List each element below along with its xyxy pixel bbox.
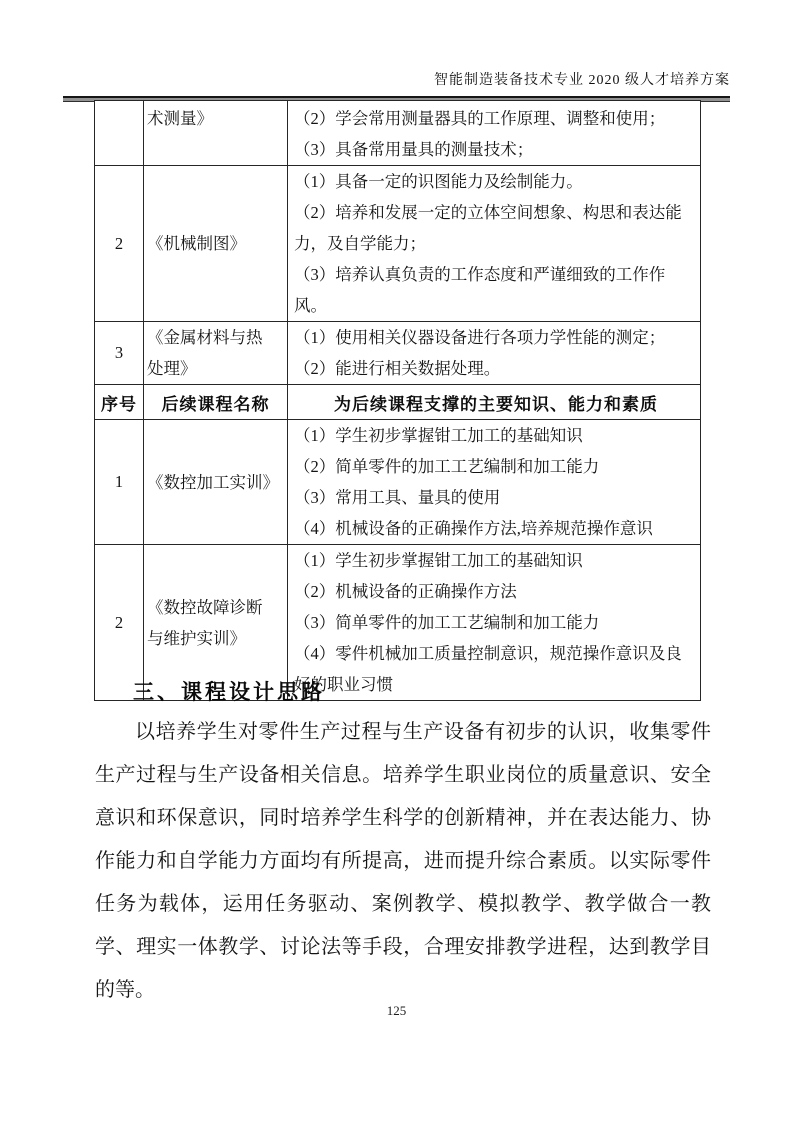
course-support-table xyxy=(94,100,701,701)
course-name-line: 《机械制图》 xyxy=(147,234,246,253)
row-number-cell: 3 xyxy=(95,322,144,385)
table-header-body xyxy=(95,385,701,420)
table-body-continued xyxy=(95,101,701,385)
table-row xyxy=(95,166,701,322)
course-name-cell xyxy=(144,166,288,322)
point-line: （1）使用相关仪器设备进行各项力学性能的测定； xyxy=(294,328,666,347)
point-line: （2）培养和发展一定的立体空间想象、构思和表达能力，及自学能力； xyxy=(294,203,682,253)
course-name-line: 术测量》 xyxy=(147,109,213,128)
section-paragraph: 以培养学生对零件生产过程与生产设备有初步的认识，收集零件生产过程与生产设备相关信息。培养学生职业岗位的质量意识、安全意识和环保意识，同时培养学生科学的创新精神，并在表达能力、协作能力和自学能力方面均有所提高，进而提升综合素质。以实际零件任务为载体，运用任务驱动、案例教学、模拟教学、教学做合一教学、理实一体教学、讨论法等手段，合理安排教学进程，达到教学目的等。 xyxy=(95,721,711,1001)
table-row xyxy=(95,322,701,385)
row-number-cell: 1 xyxy=(95,420,144,545)
course-name-cell xyxy=(144,420,288,545)
points-cell xyxy=(288,420,701,545)
table-body-following xyxy=(95,420,701,701)
points-cell xyxy=(288,101,701,166)
course-name-cell xyxy=(144,322,288,385)
points-cell xyxy=(288,166,701,322)
point-line: （4）机械设备的正确操作方法,培养规范操作意识 xyxy=(294,519,653,538)
course-name-line: 《数控故障诊断 xyxy=(147,597,263,617)
running-header-title: 智能制造装备技术专业 2020 级人才培养方案 xyxy=(434,73,730,88)
point-line: （3）具备常用量具的测量技术； xyxy=(294,140,534,159)
course-name-line: 与维护实训》 xyxy=(147,628,246,648)
point-line: （1）学生初步掌握钳工加工的基础知识 xyxy=(294,426,583,445)
course-name-line: 《数控加工实训》 xyxy=(147,472,279,492)
course-name-line: 《金属材料与热 xyxy=(147,328,263,347)
section-heading: 三、课程设计思路 xyxy=(133,681,325,704)
point-line: （2）能进行相关数据处理。 xyxy=(294,359,501,378)
point-line: （3）培养认真负责的工作态度和严谨细致的工作作风。 xyxy=(294,265,666,315)
point-line: （4）零件机械加工质量控制意识，规范操作意识及良好的职业习惯 xyxy=(294,644,682,694)
row-number-cell: 2 xyxy=(95,545,144,701)
table-row xyxy=(95,101,701,166)
point-line: （2）机械设备的正确操作方法 xyxy=(294,582,517,601)
table-header-row xyxy=(95,385,701,420)
point-line: （1）具备一定的识图能力及绘制能力。 xyxy=(294,172,583,191)
point-line: （2）学会常用测量器具的工作原理、调整和使用； xyxy=(294,109,666,128)
page-number: 125 xyxy=(386,1003,407,1018)
row-number-cell xyxy=(95,101,144,166)
table-row xyxy=(95,420,701,545)
row-number-cell: 2 xyxy=(95,166,144,322)
point-line: （3）简单零件的加工工艺编制和加工能力 xyxy=(294,613,600,632)
column-header-number: 序号 xyxy=(95,385,144,420)
point-line: （2）简单零件的加工工艺编制和加工能力 xyxy=(294,457,600,476)
points-cell xyxy=(288,322,701,385)
column-header-course-name: 后续课程名称 xyxy=(144,385,288,420)
column-header-support: 为后续课程支撑的主要知识、能力和素质 xyxy=(288,385,701,420)
points-cell xyxy=(288,545,701,701)
course-name-cell xyxy=(144,101,288,166)
point-line: （3）常用工具、量具的使用 xyxy=(294,488,501,507)
course-name-line: 处理》 xyxy=(147,359,197,378)
point-line: （1）学生初步掌握钳工加工的基础知识 xyxy=(294,551,583,570)
